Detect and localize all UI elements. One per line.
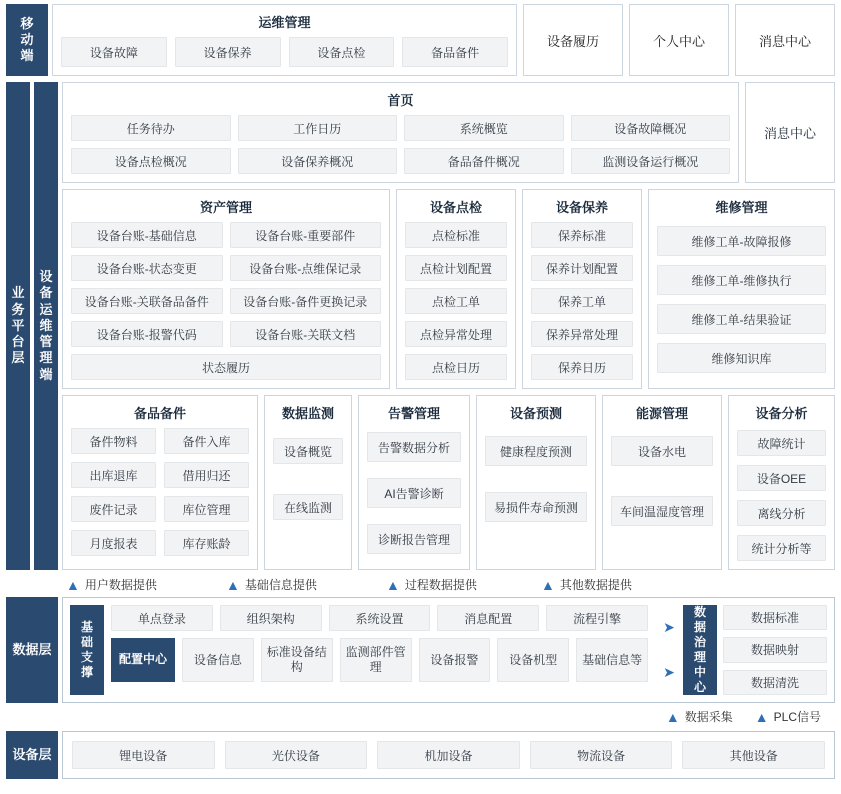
asset-item-full[interactable]: 状态履历 [71,354,381,380]
mobile-side-label: 设备履历 [546,33,599,49]
flow-arrow-label: 用户数据提供 [84,578,157,592]
maintenance-item[interactable]: 保养计划配置 [531,255,633,281]
collection-arrow-label: 数据采集 [684,710,733,724]
home-item[interactable]: 工作日历 [238,115,398,141]
analysis-item[interactable]: 统计分析等 [737,535,826,561]
inspection-item[interactable]: 点检异常处理 [405,321,507,347]
device-prediction-card [476,395,596,570]
arrow-up-icon: ▲ [226,576,240,593]
maintenance-item[interactable]: 保养日历 [531,354,633,380]
home-item[interactable]: 任务待办 [71,115,231,141]
spare-item[interactable]: 库存账龄 [164,530,249,556]
inspection-item[interactable]: 点检标准 [405,222,507,248]
flow-arrow [66,576,226,593]
config-item[interactable]: 设备机型 [497,638,569,682]
asset-item[interactable]: 设备台账-关联备品备件 [71,288,223,314]
spare-item[interactable]: 月度报表 [71,530,156,556]
repair-item[interactable]: 维修工单-故障报修 [657,226,826,256]
flow-arrow-label: 其他数据提供 [559,578,632,592]
mobile-layer [6,4,835,76]
mobile-ops-item[interactable]: 设备故障 [61,37,167,67]
analysis-item[interactable]: 故障统计 [737,430,826,456]
business-platform-label-text: 业务平台层 [11,285,25,366]
governance-center-label [683,605,717,695]
mobile-ops-card [52,4,517,76]
arrow-up-icon: ▲ [66,576,80,593]
energy-management-title: 能源管理 [635,406,688,421]
device-analysis-title: 设备分析 [755,406,808,421]
home-card [62,82,739,183]
device-layer-label [6,731,58,779]
mobile-ops-title: 运维管理 [258,15,311,30]
data-monitor-card [264,395,352,570]
module-row-3 [62,395,835,570]
asset-item[interactable]: 设备台账-报警代码 [71,321,223,347]
maintenance-item[interactable]: 保养标准 [531,222,633,248]
home-item[interactable]: 备品备件概况 [404,148,564,174]
mobile-ops-item[interactable]: 设备点检 [289,37,395,67]
data-flow-arrows [6,576,835,593]
business-platform-label [6,82,30,570]
maintenance-item[interactable]: 保养工单 [531,288,633,314]
data-monitor-title: 数据监测 [281,406,334,421]
alarm-item[interactable]: 告警数据分析 [367,432,461,462]
inspection-item[interactable]: 点检工单 [405,288,507,314]
spare-item[interactable]: 备件入库 [164,428,249,454]
home-row [62,82,835,183]
alarm-management-title: 告警管理 [387,406,440,421]
alarm-item[interactable]: AI告警诊断 [367,478,461,508]
device-item[interactable]: 机加设备 [377,741,520,769]
governance-item[interactable]: 数据标准 [723,605,827,630]
mobile-layer-label-text: 移动端 [20,15,34,64]
home-title: 首页 [387,93,414,108]
asset-management-title: 资产管理 [199,200,252,215]
collection-arrows [6,703,835,729]
mobile-ops-item[interactable]: 设备保养 [175,37,281,67]
energy-item[interactable]: 车间温湿度管理 [611,496,713,526]
config-item[interactable]: 监测部件管理 [340,638,412,682]
home-side-card[interactable] [745,82,835,183]
home-item[interactable]: 监测设备运行概况 [571,148,731,174]
arrow-up-icon: ▲ [754,708,769,725]
home-side-label: 消息中心 [763,126,816,141]
spare-item[interactable]: 借用归还 [164,462,249,488]
device-item[interactable]: 光伏设备 [225,741,368,769]
flow-arrow-label: 过程数据提供 [404,578,477,592]
arrow-up-icon: ▲ [386,576,400,593]
inspection-item[interactable]: 点检日历 [405,354,507,380]
mobile-side-card[interactable] [523,4,623,76]
home-item[interactable]: 设备点检概况 [71,148,231,174]
base-support-item[interactable]: 单点登录 [111,605,213,631]
energy-item[interactable]: 设备水电 [611,436,713,466]
spare-item[interactable]: 废件记录 [71,496,156,522]
module-row-2 [62,189,835,389]
inspection-title: 设备点检 [429,200,482,215]
config-item[interactable]: 标准设备结构 [261,638,333,682]
ops-platform-label-text: 设备运维管理端 [39,269,53,382]
spare-item[interactable]: 备件物料 [71,428,156,454]
data-monitor-item[interactable]: 设备概览 [273,438,343,464]
base-support-item[interactable]: 系统设置 [329,605,431,631]
asset-item[interactable]: 设备台账-状态变更 [71,255,223,281]
arrow-up-icon: ▲ [541,576,555,593]
flow-arrow [226,576,386,593]
mobile-side-card[interactable] [735,4,835,76]
energy-management-card [602,395,722,570]
device-item[interactable]: 物流设备 [530,741,673,769]
data-layer-label-text: 数据层 [12,641,52,657]
analysis-item[interactable]: 离线分析 [737,500,826,526]
asset-item[interactable]: 设备台账-基础信息 [71,222,223,248]
maintenance-card [522,189,642,389]
device-layer [6,731,835,779]
asset-item[interactable]: 设备台账-重要部件 [230,222,382,248]
repair-item[interactable]: 维修知识库 [657,343,826,373]
device-prediction-title: 设备预测 [509,406,562,421]
governance-item[interactable]: 数据映射 [723,637,827,662]
arrow-right-icon: ➤ [663,619,675,635]
asset-management-card [62,189,390,389]
device-analysis-card [728,395,835,570]
governance-center-label-text: 数据治理中心 [693,605,706,694]
mobile-layer-label [6,4,48,76]
flow-arrow [541,576,632,593]
prediction-item[interactable]: 健康程度预测 [485,436,587,466]
base-support-label-text: 基础支撑 [80,620,93,679]
device-item[interactable]: 其他设备 [682,741,825,769]
repair-management-title: 维修管理 [715,200,768,215]
asset-item[interactable]: 设备台账-关联文档 [230,321,382,347]
data-governance-group [661,605,827,695]
prediction-item[interactable]: 易损件寿命预测 [485,492,587,522]
config-item[interactable]: 基础信息等 [576,638,648,682]
asset-item[interactable]: 设备台账-备件更换记录 [230,288,382,314]
maintenance-item[interactable]: 保养异常处理 [531,321,633,347]
repair-management-card [648,189,835,389]
config-item[interactable]: 设备信息 [182,638,254,682]
home-item[interactable]: 设备保养概况 [238,148,398,174]
home-item[interactable]: 设备故障概况 [571,115,731,141]
governance-arrows [661,605,677,695]
config-item[interactable]: 设备报警 [419,638,491,682]
repair-item[interactable]: 维修工单-维修执行 [657,265,826,295]
maintenance-title: 设备保养 [555,200,608,215]
arrow-right-icon: ➤ [663,664,675,680]
collection-arrow-label: PLC信号 [773,710,821,724]
collection-arrow [755,708,821,725]
inspection-item[interactable]: 点检计划配置 [405,255,507,281]
inspection-card [396,189,516,389]
collection-arrow [666,708,733,725]
flow-arrow-label: 基础信息提供 [244,578,317,592]
data-layer-label [6,597,58,703]
mobile-ops-item[interactable]: 备品备件 [402,37,508,67]
alarm-item[interactable]: 诊断报告管理 [367,524,461,554]
alarm-management-card [358,395,470,570]
data-monitor-item[interactable]: 在线监测 [273,494,343,520]
device-layer-label-text: 设备层 [12,746,52,762]
asset-item[interactable]: 设备台账-点维保记录 [230,255,382,281]
flow-arrow [386,576,541,593]
data-layer [6,597,835,703]
base-support-item[interactable]: 组织架构 [220,605,322,631]
spare-item[interactable]: 出库退库 [71,462,156,488]
arrow-up-icon: ▲ [665,708,680,725]
base-support-item[interactable]: 消息配置 [437,605,539,631]
spare-parts-title: 备品备件 [133,406,186,421]
repair-item[interactable]: 维修工单-结果验证 [657,304,826,334]
governance-item[interactable]: 数据清洗 [723,670,827,695]
business-platform-layer [6,82,835,570]
spare-item[interactable]: 库位管理 [164,496,249,522]
config-center-label-text: 配置中心 [118,652,167,667]
spare-parts-card [62,395,258,570]
analysis-item[interactable]: 设备OEE [737,465,826,491]
mobile-side-card[interactable] [629,4,729,76]
mobile-side-label: 个人中心 [652,33,705,49]
home-item[interactable]: 系统概览 [404,115,564,141]
mobile-side-label: 消息中心 [758,33,811,49]
device-item[interactable]: 锂电设备 [72,741,215,769]
base-support-label [70,605,104,695]
base-support-item[interactable]: 流程引擎 [546,605,648,631]
ops-platform-label [34,82,58,570]
config-center-label [111,638,175,682]
